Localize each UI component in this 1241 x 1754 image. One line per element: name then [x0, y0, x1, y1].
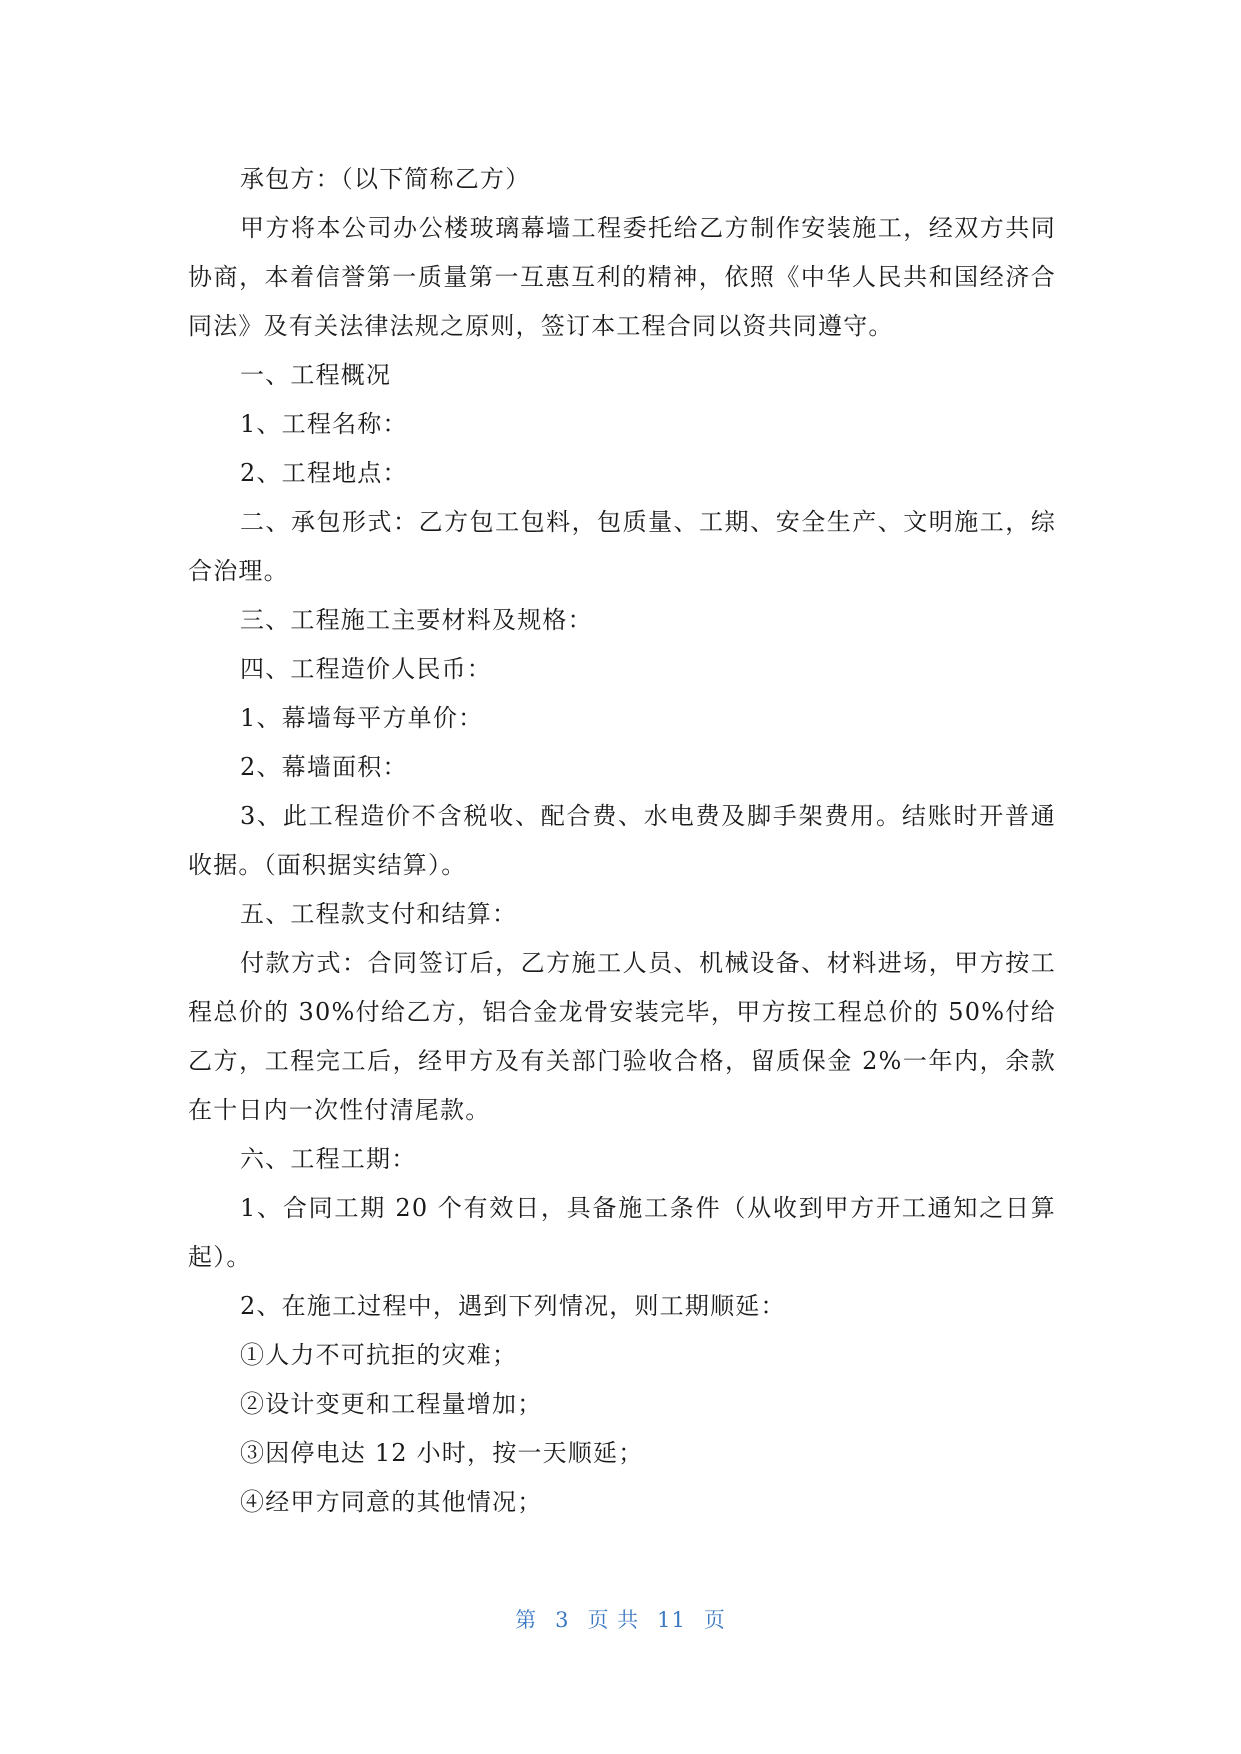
document-body: [188, 155, 1056, 1527]
list-item-power-outage: ③因停电达 12 小时，按一天顺延；: [240, 1439, 644, 1467]
item-unit-price: 1、幕墙每平方单价：: [240, 704, 484, 732]
item-cost-exclusions: 3、此工程造价不含税收、配合费、水电费及脚手架费用。结账时开普通收据。（面积据实结算）。: [188, 802, 1056, 879]
heading-project-cost: 四、工程造价人民币：: [240, 655, 492, 683]
heading-contract-form: 二、承包形式：乙方包工包料，包质量、工期、安全生产、文明施工，综合治理。: [188, 508, 1056, 585]
total-page-number: 11: [657, 1608, 686, 1632]
paragraph-contractor: 承包方：（以下简称乙方）: [240, 165, 531, 193]
item-contract-duration: 1、合同工期 20 个有效日，具备施工条件（从收到甲方开工通知之日算起）。: [188, 1194, 1056, 1271]
heading-schedule: 六、工程工期：: [240, 1145, 417, 1173]
heading-materials: 三、工程施工主要材料及规格：: [240, 606, 593, 634]
footer-mid: 页 共: [587, 1608, 640, 1632]
current-page-number: 3: [555, 1608, 570, 1632]
footer-suffix: 页: [703, 1608, 726, 1632]
item-project-name: 1、工程名称：: [240, 410, 408, 438]
list-item-force-majeure: ①人力不可抗拒的灾难；: [240, 1341, 518, 1369]
heading-payment: 五、工程款支付和结算：: [240, 900, 518, 928]
heading-project-overview: 一、工程概况: [240, 361, 392, 389]
item-extension-conditions: 2、在施工过程中，遇到下列情况，则工期顺延：: [240, 1292, 786, 1320]
list-item-design-change: ②设计变更和工程量增加；: [240, 1390, 543, 1418]
paragraph-payment-method: 付款方式：合同签订后，乙方施工人员、机械设备、材料进场，甲方按工程总价的 30%付给乙方，铝合金龙骨安装完毕，甲方按工程总价的 50%付给乙方，工程完工后，经甲方及有关部门验收合格，留质保金 2%一年内，余款在十日内一次性付清尾款。: [188, 949, 1056, 1124]
list-item-other: ④经甲方同意的其他情况；: [240, 1488, 543, 1516]
footer-prefix: 第: [515, 1608, 538, 1632]
item-area: 2、幕墙面积：: [240, 753, 408, 781]
page-footer: [0, 1604, 1241, 1634]
item-project-location: 2、工程地点：: [240, 459, 408, 487]
paragraph-intro: 甲方将本公司办公楼玻璃幕墙工程委托给乙方制作安装施工，经双方共同协商，本着信誉第一质量第一互惠互利的精神，依照《中华人民共和国经济合同法》及有关法律法规之原则，签订本工程合同以资共同遵守。: [188, 214, 1056, 340]
